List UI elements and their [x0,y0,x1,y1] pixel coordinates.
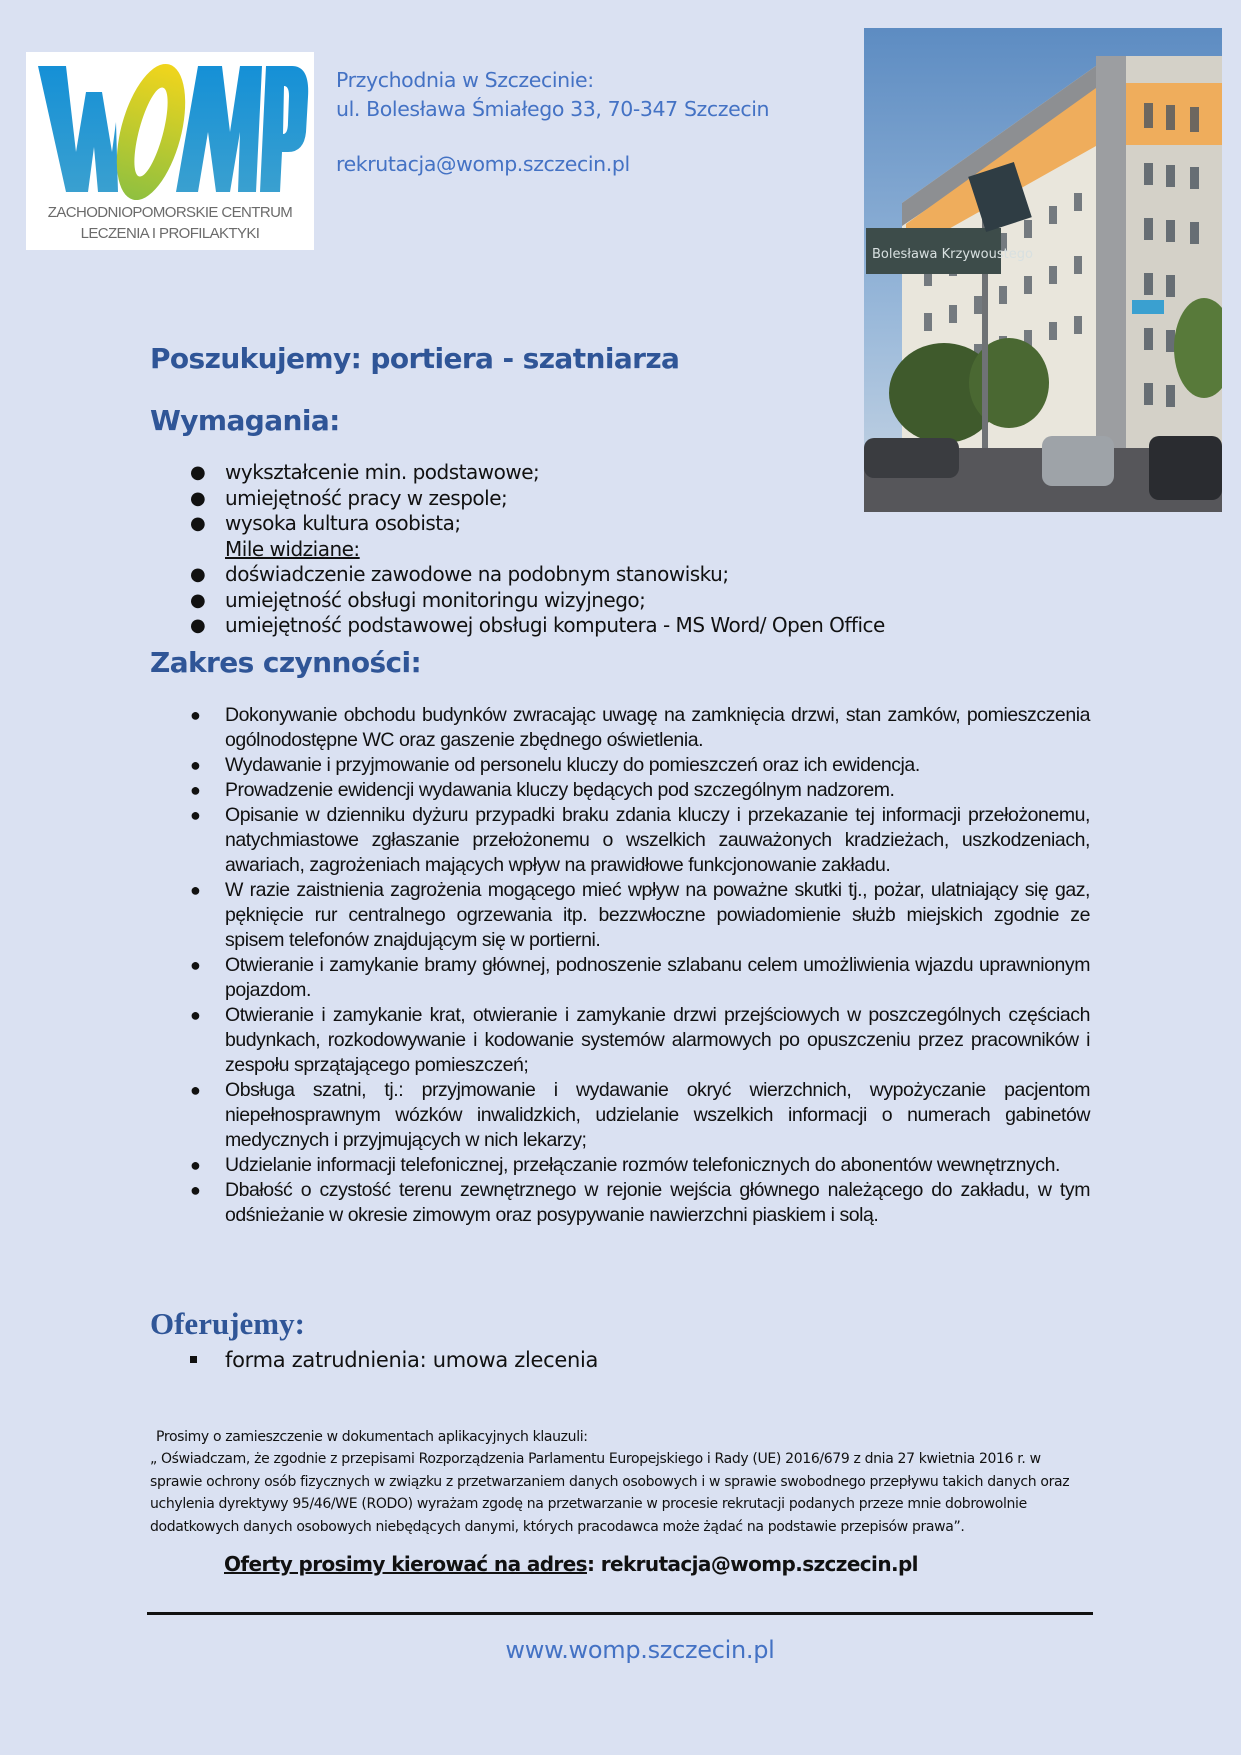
nice-to-have-item: ● umiejętność podstawowej obsługi komputera - MS Word/ Open Office [190,613,885,637]
apply-label: Oferty prosimy kierować na adres [224,1552,587,1576]
contact-address: ul. Bolesława Śmiałego 33, 70-347 Szczecin [336,97,770,121]
logo-subtitle-line2: LECZENIA I PROFILAKTYKI [80,225,260,242]
contact-line1: Przychodnia w Szczecinie: [336,68,594,92]
duty-item: ● Dbałość o czystość terenu zewnętrznego w rejonie wejścia głównego należącego do zakładu, w tym odśnieżanie w okresie zimowym oraz posypywanie nawierzchni piaskiem i solą. [190,1179,1090,1226]
bullet-icon: ● [190,1180,201,1200]
bullet-icon: ● [190,513,206,534]
requirements-heading: Wymagania: [150,404,340,437]
footer-divider [147,1612,1093,1615]
offer-list [190,1346,598,1374]
clause-text: „ Oświadczam, że zgodnie z przepisami Rozporządzenia Parlamentu Europejskiego i Rady (UE) 2016/679 z dnia 27 kwietnia 2016 r. w sprawie ochrony osób fizycznych w związku z przetwarzaniem danych osobowych i w sprawie swobodnego przepływu takich danych oraz uchylenia dyrektywy 95/46/WE (RODO) wyrażam zgodę na przetwarzanie w procesie rekrutacji podanych przeze mnie dobrowolnie dodatkowych danych osobowych niebędących danymi, których pracodawca może żądać na podstawie przepisów prawa”. [150,1451,1070,1535]
duty-item: ● Otwieranie i zamykanie bramy głównej, podnoszenie szlabanu celem umożliwienia wjazdu uprawnionym pojazdom. [190,954,1090,1001]
logo-letter-m [176,66,262,192]
nice-to-have-item: ● umiejętność obsługi monitoringu wizyjnego; [190,587,646,612]
bullet-icon: ● [190,1005,201,1025]
website-link[interactable]: www.womp.szczecin.pl [505,1636,775,1664]
womp-logo-mark [26,52,314,202]
clause-intro: Prosimy o zamieszczenie w dokumentach aplikacyjnych klauzuli: [156,1429,588,1445]
bullet-icon: ● [190,780,201,800]
duty-item: ● W razie zaistnienia zagrożenia mogącego mieć wpływ na poważne skutki tj., pożar, ulatniający się gaz, pęknięcie rur centralnego ogrzewania itp. bezzwłoczne powiadomienie służb miejskich zgodnie ze spisem telefonów znajdującym się w portierni. [190,879,1090,951]
nice-to-have-label: Mile widziane: [225,536,360,561]
requirement-item: ● wykształcenie min. podstawowe; [190,460,540,484]
requirement-item: ● wysoka kultura osobista; [190,511,461,535]
contact-email-link[interactable]: rekrutacja@womp.szczecin.pl [336,152,630,176]
bullet-icon: ● [190,955,201,975]
job-title: Poszukujemy: portiera - szatniarza [150,342,680,375]
nice-to-have-item: ● doświadczenie zawodowe na podobnym stanowisku; [190,562,729,586]
womp-logo [26,52,314,250]
bullet-icon: ● [190,880,201,900]
contact-block [336,66,769,179]
bullet-icon: ● [190,462,206,483]
bullet-icon: ● [190,615,206,636]
bullet-icon: ● [190,1080,201,1100]
apply-email-link[interactable]: rekrutacja@womp.szczecin.pl [600,1552,918,1576]
offer-item: forma zatrudnienia: umowa zlecenia [190,1346,598,1374]
duty-item: ● Prowadzenie ewidencji wydawania kluczy będących pod szczególnym nadzorem. [190,779,895,801]
rodo-clause [150,1426,1090,1538]
building-photo-illustration [864,28,1222,512]
apply-separator: : [586,1552,601,1576]
square-bullet-icon [190,1356,197,1363]
duties-heading: Zakres czynności: [150,646,422,679]
bullet-icon: ● [190,589,206,611]
requirements-list [190,460,885,639]
duty-item: ● Obsługa szatni, tj.: przyjmowanie i wydawanie okryć wierzchnich, wypożyczanie pacjentom niepełnosprawnym wózków inwalidzkich, udzielanie wszelkich informacji o numerach gabinetów medycznych i przyjmujących w nich lekarzy; [190,1079,1090,1151]
logo-subtitle-line1: ZACHODNIOPOMORSKIE CENTRUM [47,204,293,221]
requirement-item: ● umiejętność pracy w zespole; [190,485,508,510]
logo-letter-p [260,66,308,192]
duty-item: ● Otwieranie i zamykanie krat, otwieranie i zamykanie drzwi przejściowych w poszczególnych częściach budynkach, rozkodowywanie i kodowanie systemów alarmowych po opuszczeniu przez pracowników i zespołu sprzątającego pomieszczeń; [190,1004,1090,1076]
bullet-icon: ● [190,805,201,825]
bullet-icon: ● [190,564,206,585]
offer-heading: Oferujemy: [150,1306,305,1341]
bullet-icon: ● [190,705,201,725]
bullet-icon: ● [190,755,201,775]
duty-item: ● Dokonywanie obchodu budynków zwracając uwagę na zamknięcia drzwi, stan zamków, pomieszczenia ogólnodostępne WC oraz gaszenie zbędnego oświetlenia. [190,704,1090,751]
duties-list [190,703,1090,1228]
bullet-icon: ● [190,1155,201,1175]
duty-item: ● Opisanie w dzienniku dyżuru przypadki braku zdania kluczy i przekazanie tej informacji przełożonemu, natychmiastowe zgłaszanie przełożonemu o wszelkich zauważonych kradzieżach, uszkodzeniach, awariach, zagrożeniach mających wpływ na prawidłowe funkcjonowanie zakładu. [190,804,1090,876]
logo-letter-w [38,66,118,192]
bullet-icon: ● [190,487,206,509]
apply-instruction [224,1552,918,1576]
building-photo [864,28,1222,512]
duty-item: ● Udzielanie informacji telefonicznej, przełączanie rozmów telefonicznych do abonentów wewnętrznych. [190,1154,1060,1176]
duty-item: ● Wydawanie i przyjmowanie od personelu kluczy do pomieszczeń oraz ich ewidencja. [190,754,920,776]
street-sign-text: Bolesława Krzywoustego [872,247,1033,262]
